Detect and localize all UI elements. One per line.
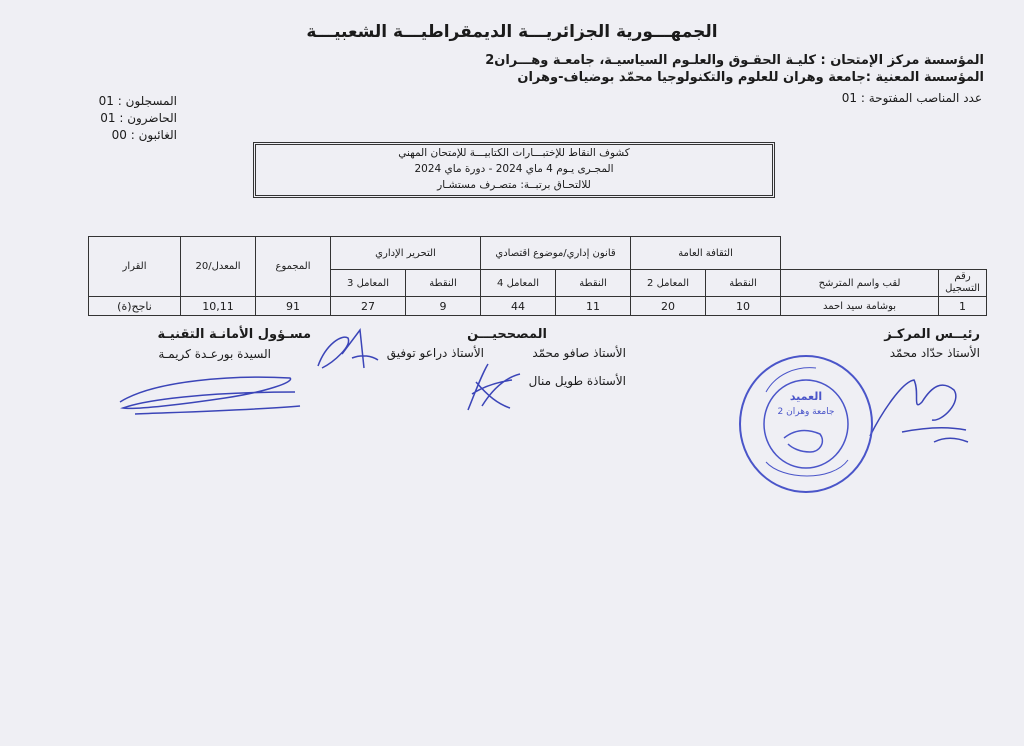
corrector-2: الأستاذ دراعو توفيق	[386, 346, 484, 360]
cell-writing-grade: 9	[406, 297, 481, 316]
col-writing: التحرير الإداري	[331, 237, 481, 270]
col-law: قانون إداري/موضوع اقتصادي	[481, 237, 631, 270]
center-head-name: الأستاذ حدّاد محمّد	[889, 346, 980, 360]
exam-rank: للالتحـاق برتبــة: متصـرف مستشـار	[437, 179, 591, 191]
cell-culture-grade: 10	[706, 297, 781, 316]
secretary-name: السيدة بورعـدة كريمـة	[158, 347, 271, 361]
exam-center: المؤسسة مركز الإمتحان : كليـة الحقـوق والعلـوم السياسيـة، جامعـة وهـــران2	[485, 53, 984, 68]
corrector-3: الأستاذة طويل منال	[528, 374, 626, 388]
institution: المؤسسة المعنية :جامعة وهران للعلوم والتكنولوجيا محمّد بوضياف-وهران	[517, 70, 984, 85]
col-name: لقب واسم المترشح	[781, 270, 939, 297]
col-culture: الثقافة العامة	[631, 237, 781, 270]
exam-title: كشوف النقاط للإختبـــارات الكتابيـــة للإمتحان المهني	[398, 147, 630, 159]
col-total: المجموع	[256, 237, 331, 297]
republic-title: الجمهـــورية الجزائريـــة الديمقراطيـــة الشعبيـــة	[306, 22, 718, 42]
col-law-coef: المعامل 4	[481, 270, 556, 297]
col-culture-grade: النقطة	[706, 270, 781, 297]
table-row	[89, 297, 987, 316]
center-head-title: رئيــس المركـز	[884, 327, 980, 342]
col-reg-no: رقم التسجيل	[939, 270, 987, 297]
signature-corrector-3	[458, 360, 528, 416]
exam-info-box	[253, 142, 775, 198]
registered-count: المسجلون : 01	[98, 94, 177, 108]
cell-law-grade: 11	[556, 297, 631, 316]
exam-date: المجـرى يـوم 4 ماي 2024 - دورة ماي 2024	[414, 163, 614, 175]
correctors-title: المصححيـــن	[467, 327, 547, 342]
cell-decision: ناجح(ة)	[89, 297, 181, 316]
signature-center-head	[862, 372, 972, 452]
cell-law-weighted: 44	[481, 297, 556, 316]
col-writing-grade: النقطة	[406, 270, 481, 297]
official-stamp	[736, 352, 876, 497]
cell-reg-no: 1	[939, 297, 987, 316]
col-average: المعدل/20	[181, 237, 256, 297]
cell-average: 10,11	[181, 297, 256, 316]
cell-total: 91	[256, 297, 331, 316]
absent-count: الغائبون : 00	[111, 128, 177, 142]
stamp-univ: جامعة وهران 2	[777, 407, 835, 417]
col-writing-coef: المعامل 3	[331, 270, 406, 297]
open-posts: عدد المناصب المفتوحة : 01	[841, 91, 982, 105]
stamp-dean: العميد	[789, 390, 823, 403]
grades-table	[88, 236, 987, 316]
cell-writing-weighted: 27	[331, 297, 406, 316]
col-culture-coef: المعامل 2	[631, 270, 706, 297]
cell-culture-weighted: 20	[631, 297, 706, 316]
col-law-grade: النقطة	[556, 270, 631, 297]
secretary-title: مسـؤول الأمانـة التقنيـة	[157, 327, 311, 342]
col-decision: القرار	[89, 237, 181, 297]
corrector-1: الأستاذ صافو محمّد	[532, 346, 626, 360]
cell-name: بوشامة سيد احمد	[781, 297, 939, 316]
present-count: الحاضرون : 01	[100, 111, 177, 125]
signature-secretary	[115, 370, 305, 420]
signature-corrector-2	[312, 324, 382, 374]
